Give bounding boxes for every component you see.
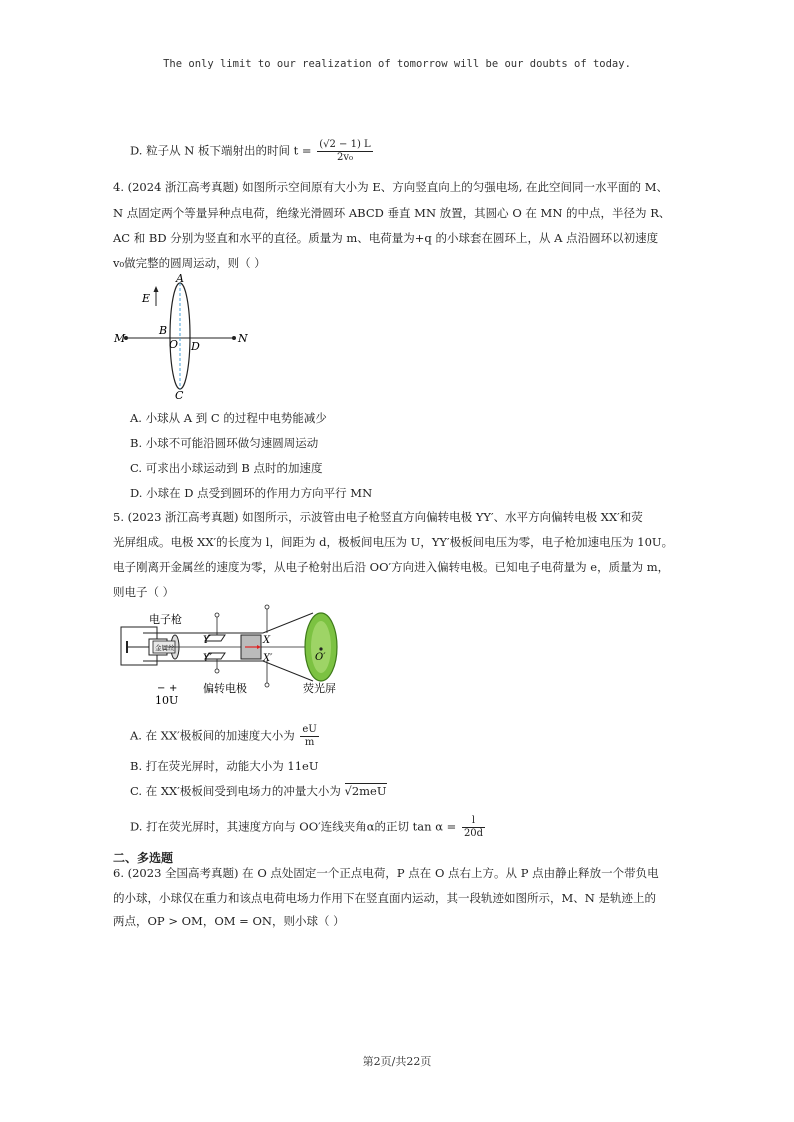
q6-line-3: 两点，OP > OM，OM = ON，则小球（ ） (113, 914, 345, 928)
label-filament: 金属丝 (155, 644, 175, 652)
page-footer: 第2页/共22页 (362, 1055, 432, 1068)
wire-bottom (121, 655, 157, 665)
label-yp: Y′ (203, 653, 212, 664)
section-title: 二、多选题 (113, 851, 174, 865)
q3-option-d-label: D. (130, 143, 143, 158)
q5-option-c-text: C. 在 XX′极板间受到电场力的冲量大小为 (130, 784, 341, 798)
q4-line-2: N 点固定两个等量异种点电荷，绝缘光滑圆环 ABCD 垂直 MN 放置，其圆心 O 在 MN 的中点，半径为 R、 (113, 206, 671, 220)
screen-center (319, 647, 322, 650)
q3-option-d-text: 粒子从 N 板下端射出的时间 (146, 143, 290, 158)
label-gun: 电子枪 (149, 613, 182, 626)
q3-option-d-fraction (317, 139, 372, 164)
label-y: Y (203, 635, 210, 646)
label-m: M (114, 332, 126, 345)
screen-inner (311, 621, 331, 673)
q3-option-d (130, 139, 375, 164)
header-motto: The only limit to our realization of tomorrow will be our doubts of today. (163, 58, 631, 70)
label-xp: X′ (263, 653, 273, 664)
label-e: E (142, 292, 151, 305)
label-a: A (176, 272, 184, 285)
x-terminal (265, 605, 269, 609)
q4-option-a: A. 小球从 A 到 C 的过程中电势能减少 (130, 411, 327, 425)
label-n: N (238, 332, 248, 345)
q5-option-b: B. 打在荧光屏时，动能大小为 11eU (130, 759, 319, 773)
label-screen: 荧光屏 (303, 682, 336, 695)
q4-line-1: 4. (2024 浙江高考真题) 如图所示空间原有大小为 E、方向竖直向上的匀强电场, 在此空间同一水平面的 M、 (113, 180, 668, 194)
y-terminal-bottom (215, 669, 219, 673)
q5-option-d (130, 815, 487, 840)
n-point (232, 336, 236, 340)
q4-option-b: B. 小球不可能沿圆环做匀速圆周运动 (130, 436, 319, 450)
q5-a-den: m (304, 737, 315, 748)
q4-option-d: D. 小球在 D 点受到圆环的作用力方向平行 MN (130, 486, 373, 500)
q5-option-d-fraction (462, 815, 485, 840)
q4-line-3: AC 和 BD 分别为竖直和水平的直径。质量为 m、电荷量为+q 的小球套在圆环上，从 A 点沿圆环以初速度 (113, 231, 659, 245)
q4-option-c: C. 可求出小球运动到 B 点时的加速度 (130, 461, 323, 475)
q4-line-4: v₀做完整的圆周运动，则（ ） (113, 256, 266, 270)
q5-option-a-fraction (300, 724, 318, 749)
q5-option-d-text: D. 打在荧光屏时，其速度方向与 OO′连线夹角α的正切 (130, 819, 410, 834)
q5-line-3: 电子刚离开金属丝的速度为零，从电子枪射出后沿 OO′方向进入偏转电极。已知电子电荷量为 e，质量为 m， (113, 560, 670, 574)
q5-a-num: eU (302, 724, 317, 735)
label-op: O′ (315, 652, 326, 663)
tube-bottom (143, 661, 313, 681)
label-c: C (175, 389, 184, 402)
e-arrow-head (154, 286, 159, 292)
q3-fraction-den: 2v₀ (336, 152, 353, 163)
q5-option-d-lhs: tan α = (412, 819, 457, 834)
q5-option-c-root: √2meU (344, 784, 387, 798)
label-x: X (263, 635, 271, 646)
q3-fraction-num: (√2 − 1) L (319, 139, 371, 150)
q5-line-2: 光屏组成。电极 XX′的长度为 l，间距为 d，极板间电压为 U，YY′极板间电压为零，电子枪加速电压为 10U。 (113, 535, 674, 549)
label-voltage: 10U (155, 694, 179, 707)
label-d: D (191, 340, 200, 353)
q5-option-a-text: A. 在 XX′极板间的加速度大小为 (130, 728, 295, 743)
label-o: O (169, 338, 179, 351)
label-plus: + (169, 683, 178, 694)
q5-line-1: 5. (2023 浙江高考真题) 如图所示，示波管由电子枪竖直方向偏转电极 YY′、水平方向偏转电极 XX′和荧 (113, 510, 643, 524)
label-b: B (159, 324, 168, 337)
q5-option-c (130, 783, 387, 799)
y-terminal (215, 613, 219, 617)
label-electrode: 偏转电极 (203, 682, 247, 695)
q4-ring-figure (110, 272, 270, 402)
q5-d-den: 20d (463, 828, 484, 839)
q3-option-d-lhs: t = (293, 143, 312, 158)
q5-option-a (130, 724, 321, 749)
q5-oscilloscope-figure (113, 603, 353, 708)
q6-line-2: 的小球，小球仅在重力和该点电荷电场力作用下在竖直面内运动，其一段轨迹如图所示，M、N 是轨迹上的 (113, 891, 656, 905)
q6-line-1: 6. (2023 全国高考真题) 在 O 点处固定一个正点电荷，P 点在 O 点右上方。从 P 点由静止释放一个带负电 (113, 866, 659, 880)
q5-d-num: l (462, 815, 485, 828)
label-minus: − (157, 683, 166, 694)
q5-line-4: 则电子（ ） (113, 585, 175, 599)
x-terminal-bottom (265, 683, 269, 687)
